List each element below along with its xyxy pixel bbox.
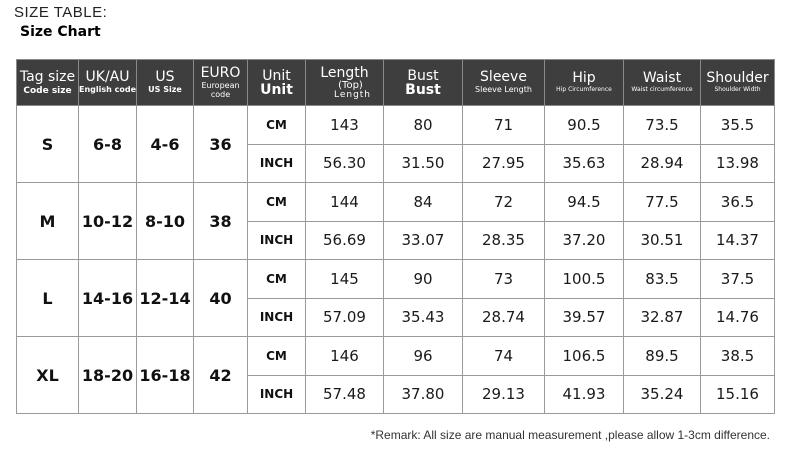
bust-cell: 90: [384, 260, 463, 299]
size-chart-table: [16, 59, 775, 414]
sleeve-cell: 71: [463, 106, 545, 145]
bust-cell: 96: [384, 337, 463, 376]
tag-size-cell: XL: [17, 337, 79, 414]
table-row: [17, 337, 775, 376]
waist-cell: 35.24: [624, 375, 701, 414]
header-row: [17, 60, 775, 106]
euro-cell: 40: [194, 260, 248, 337]
sleeve-cell: 74: [463, 337, 545, 376]
header-euro: EURO European code: [194, 60, 248, 106]
hip-cell: 106.5: [545, 337, 624, 376]
header-tag-size: Tag size Code size: [17, 60, 79, 106]
length-cell: 144: [306, 183, 384, 222]
header-shoulder: Shoulder Shoulder Width: [701, 60, 775, 106]
shoulder-cell: 15.16: [701, 375, 775, 414]
waist-cell: 73.5: [624, 106, 701, 145]
header-uk-au: UK/AU English code: [79, 60, 137, 106]
uk-au-cell: 18-20: [79, 337, 137, 414]
header-bust: Bust Bust: [384, 60, 463, 106]
bust-cell: 80: [384, 106, 463, 145]
table-row: [17, 260, 775, 299]
bust-cell: 31.50: [384, 144, 463, 183]
sleeve-cell: 28.74: [463, 298, 545, 337]
unit-cell: CM: [248, 260, 306, 299]
header-length: Length (Top) Length: [306, 60, 384, 106]
waist-cell: 77.5: [624, 183, 701, 222]
unit-cell: CM: [248, 337, 306, 376]
waist-cell: 30.51: [624, 221, 701, 260]
unit-cell: INCH: [248, 221, 306, 260]
unit-cell: CM: [248, 106, 306, 145]
shoulder-cell: 37.5: [701, 260, 775, 299]
bust-cell: 37.80: [384, 375, 463, 414]
waist-cell: 32.87: [624, 298, 701, 337]
size-chart-title: Size Chart: [20, 24, 101, 40]
euro-cell: 36: [194, 106, 248, 183]
length-cell: 143: [306, 106, 384, 145]
hip-cell: 100.5: [545, 260, 624, 299]
sleeve-cell: 72: [463, 183, 545, 222]
header-us: US US Size: [137, 60, 194, 106]
table-row: [17, 183, 775, 222]
sleeve-cell: 28.35: [463, 221, 545, 260]
hip-cell: 39.57: [545, 298, 624, 337]
uk-au-cell: 6-8: [79, 106, 137, 183]
sleeve-cell: 29.13: [463, 375, 545, 414]
table-row: [17, 106, 775, 145]
tag-size-cell: L: [17, 260, 79, 337]
us-cell: 8-10: [137, 183, 194, 260]
header-sleeve: Sleeve Sleeve Length: [463, 60, 545, 106]
us-cell: 12-14: [137, 260, 194, 337]
euro-cell: 38: [194, 183, 248, 260]
hip-cell: 90.5: [545, 106, 624, 145]
shoulder-cell: 14.76: [701, 298, 775, 337]
hip-cell: 35.63: [545, 144, 624, 183]
waist-cell: 89.5: [624, 337, 701, 376]
bust-cell: 35.43: [384, 298, 463, 337]
hip-cell: 41.93: [545, 375, 624, 414]
sleeve-cell: 27.95: [463, 144, 545, 183]
uk-au-cell: 14-16: [79, 260, 137, 337]
waist-cell: 83.5: [624, 260, 701, 299]
length-cell: 56.30: [306, 144, 384, 183]
length-cell: 146: [306, 337, 384, 376]
uk-au-cell: 10-12: [79, 183, 137, 260]
size-table-label: SIZE TABLE:: [14, 4, 108, 21]
shoulder-cell: 36.5: [701, 183, 775, 222]
header-hip: Hip Hip Circumference: [545, 60, 624, 106]
shoulder-cell: 14.37: [701, 221, 775, 260]
header-waist: Waist Waist circumference: [624, 60, 701, 106]
us-cell: 16-18: [137, 337, 194, 414]
shoulder-cell: 38.5: [701, 337, 775, 376]
shoulder-cell: 13.98: [701, 144, 775, 183]
length-cell: 145: [306, 260, 384, 299]
bust-cell: 33.07: [384, 221, 463, 260]
sleeve-cell: 73: [463, 260, 545, 299]
shoulder-cell: 35.5: [701, 106, 775, 145]
us-cell: 4-6: [137, 106, 194, 183]
bust-cell: 84: [384, 183, 463, 222]
length-cell: 57.48: [306, 375, 384, 414]
header-unit: Unit Unit: [248, 60, 306, 106]
hip-cell: 37.20: [545, 221, 624, 260]
unit-cell: INCH: [248, 298, 306, 337]
euro-cell: 42: [194, 337, 248, 414]
unit-cell: INCH: [248, 144, 306, 183]
tag-size-cell: M: [17, 183, 79, 260]
length-cell: 56.69: [306, 221, 384, 260]
unit-cell: INCH: [248, 375, 306, 414]
remark-note: *Remark: All size are manual measurement ,please allow 1-3cm difference.: [370, 428, 770, 442]
length-cell: 57.09: [306, 298, 384, 337]
unit-cell: CM: [248, 183, 306, 222]
hip-cell: 94.5: [545, 183, 624, 222]
waist-cell: 28.94: [624, 144, 701, 183]
tag-size-cell: S: [17, 106, 79, 183]
